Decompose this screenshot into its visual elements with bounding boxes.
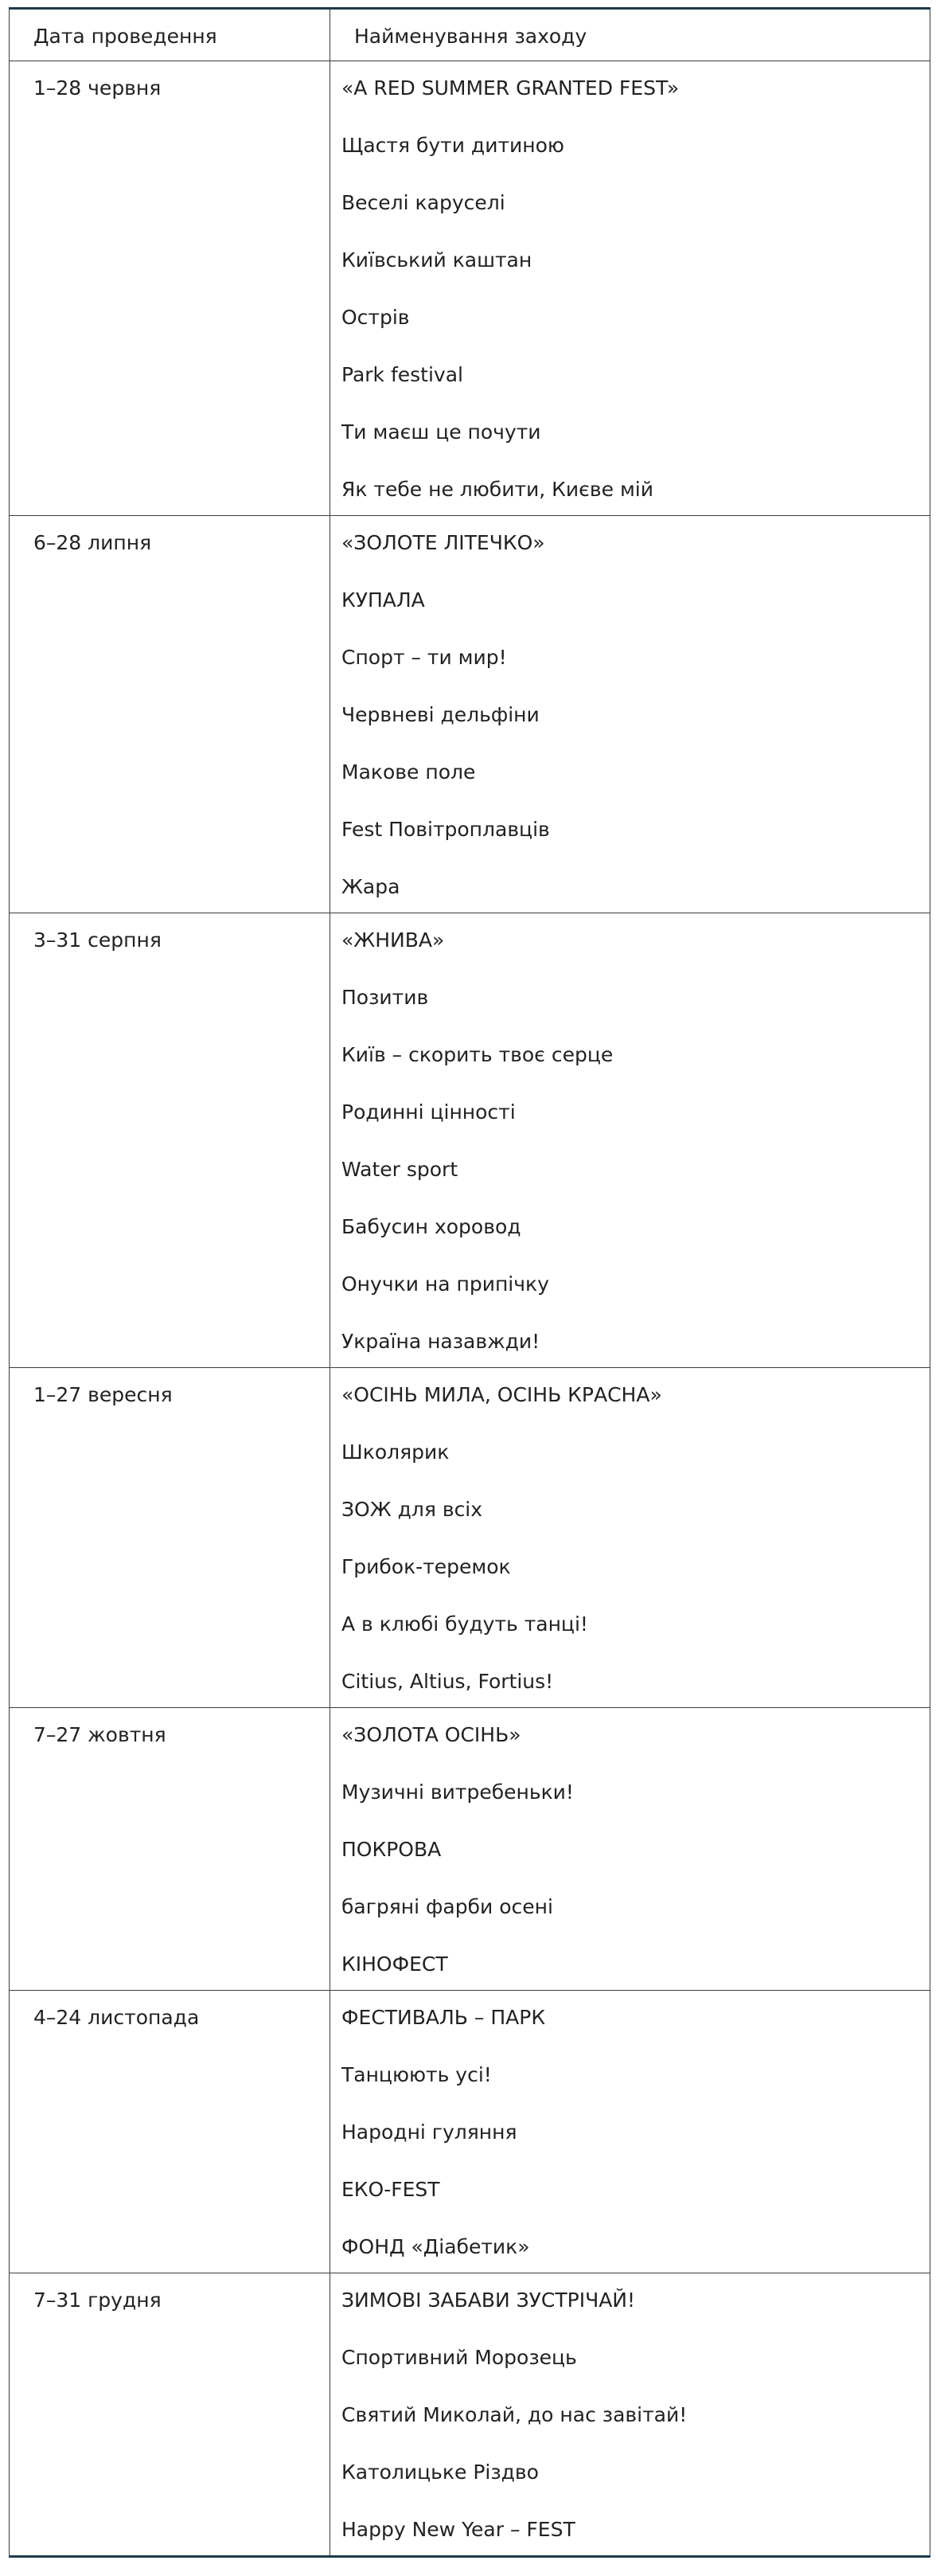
events-cell: [330, 1368, 930, 1708]
date-cell: 1–27 вересня: [10, 1368, 330, 1708]
event-name: Острів: [341, 306, 410, 329]
event-name: ФОНД «Діабетик»: [341, 2235, 530, 2258]
event-name: КУПАЛА: [341, 588, 425, 612]
event-name: Як тебе не любити, Києве мій: [341, 478, 654, 501]
event-name: Спорт – ти мир!: [341, 646, 507, 669]
date-cell: 1–28 червня: [10, 61, 330, 516]
events-cell: [330, 516, 930, 913]
date-cell: 4–24 листопада: [10, 1991, 330, 2273]
events-cell: [330, 1991, 930, 2273]
event-name: Святий Миколай, до нас завітай!: [341, 2403, 688, 2426]
event-name: Спортивний Морозець: [341, 2346, 577, 2369]
events-schedule-table: [9, 7, 930, 2558]
events-cell: [330, 61, 930, 516]
event-name: Happy New Year – FEST: [341, 2518, 575, 2541]
table-body: [10, 61, 930, 2557]
event-name: Київський каштан: [341, 248, 532, 272]
event-name: Католицьке Різдво: [341, 2461, 539, 2484]
table-row: [10, 1368, 930, 1708]
event-name: «ЗОЛОТА ОСІНЬ»: [341, 1723, 521, 1746]
event-name: ЗИМОВІ ЗАБАВИ ЗУСТРІЧАЙ!: [341, 2289, 636, 2312]
table-row: [10, 2273, 930, 2557]
event-name: Червневі дельфіни: [341, 703, 540, 726]
table-row: [10, 1991, 930, 2273]
event-name: Citius, Altius, Fortius!: [341, 1670, 554, 1693]
event-name: багряні фарби осені: [341, 1895, 553, 1918]
table-header-row: [10, 9, 930, 61]
event-name: Макове поле: [341, 760, 476, 784]
event-name: Park festival: [341, 363, 463, 386]
event-name: «ЗОЛОТЕ ЛІТЕЧКО»: [341, 531, 545, 554]
date-cell: 7–27 жовтня: [10, 1708, 330, 1991]
event-name: «A RED SUMMER GRANTED FEST»: [341, 76, 680, 100]
table-row: [10, 913, 930, 1368]
event-name: Ти маєш це почути: [341, 420, 541, 444]
event-name: Бабусин хоровод: [341, 1215, 521, 1238]
event-name: Школярик: [341, 1440, 450, 1464]
event-name: «ЖНИВА»: [341, 928, 445, 952]
event-name: Київ – скорить твоє серце: [341, 1043, 614, 1066]
event-name: ЗОЖ для всіх: [341, 1498, 483, 1521]
header-events: Найменування заходу: [330, 9, 930, 61]
event-name: Родинні цінності: [341, 1100, 516, 1124]
events-cell: [330, 1708, 930, 1991]
event-name: Water sport: [341, 1158, 458, 1181]
event-name: ПОКРОВА: [341, 1838, 442, 1861]
event-name: «ОСІНЬ МИЛА, ОСІНЬ КРАСНА»: [341, 1383, 662, 1406]
events-cell: [330, 2273, 930, 2557]
event-name: КІНОФЕСТ: [341, 1953, 448, 1976]
event-name: ЕКО-FEST: [341, 2178, 440, 2201]
event-name: Музичні витребеньки!: [341, 1781, 574, 1804]
events-cell: [330, 913, 930, 1368]
event-name: Позитив: [341, 986, 429, 1009]
header-date: Дата проведення: [10, 9, 330, 61]
event-name: Веселі каруселі: [341, 191, 505, 214]
date-cell: 3–31 серпня: [10, 913, 330, 1368]
event-name: ФЕСТИВАЛЬ – ПАРК: [341, 2006, 546, 2029]
table-row: [10, 516, 930, 913]
event-name: Україна назавжди!: [341, 1330, 540, 1353]
event-name: Жара: [341, 875, 400, 898]
table-row: [10, 1708, 930, 1991]
date-cell: 7–31 грудня: [10, 2273, 330, 2557]
table-row: [10, 61, 930, 516]
event-name: А в клюбі будуть танці!: [341, 1612, 588, 1636]
event-name: Fest Повітроплавців: [341, 818, 550, 841]
date-cell: 6–28 липня: [10, 516, 330, 913]
event-name: Грибок-теремок: [341, 1555, 511, 1578]
event-name: Танцюють усі!: [341, 2063, 492, 2086]
event-name: Щастя бути дитиною: [341, 134, 564, 157]
event-name: Онучки на припічку: [341, 1272, 549, 1296]
event-name: Народні гуляння: [341, 2121, 517, 2144]
